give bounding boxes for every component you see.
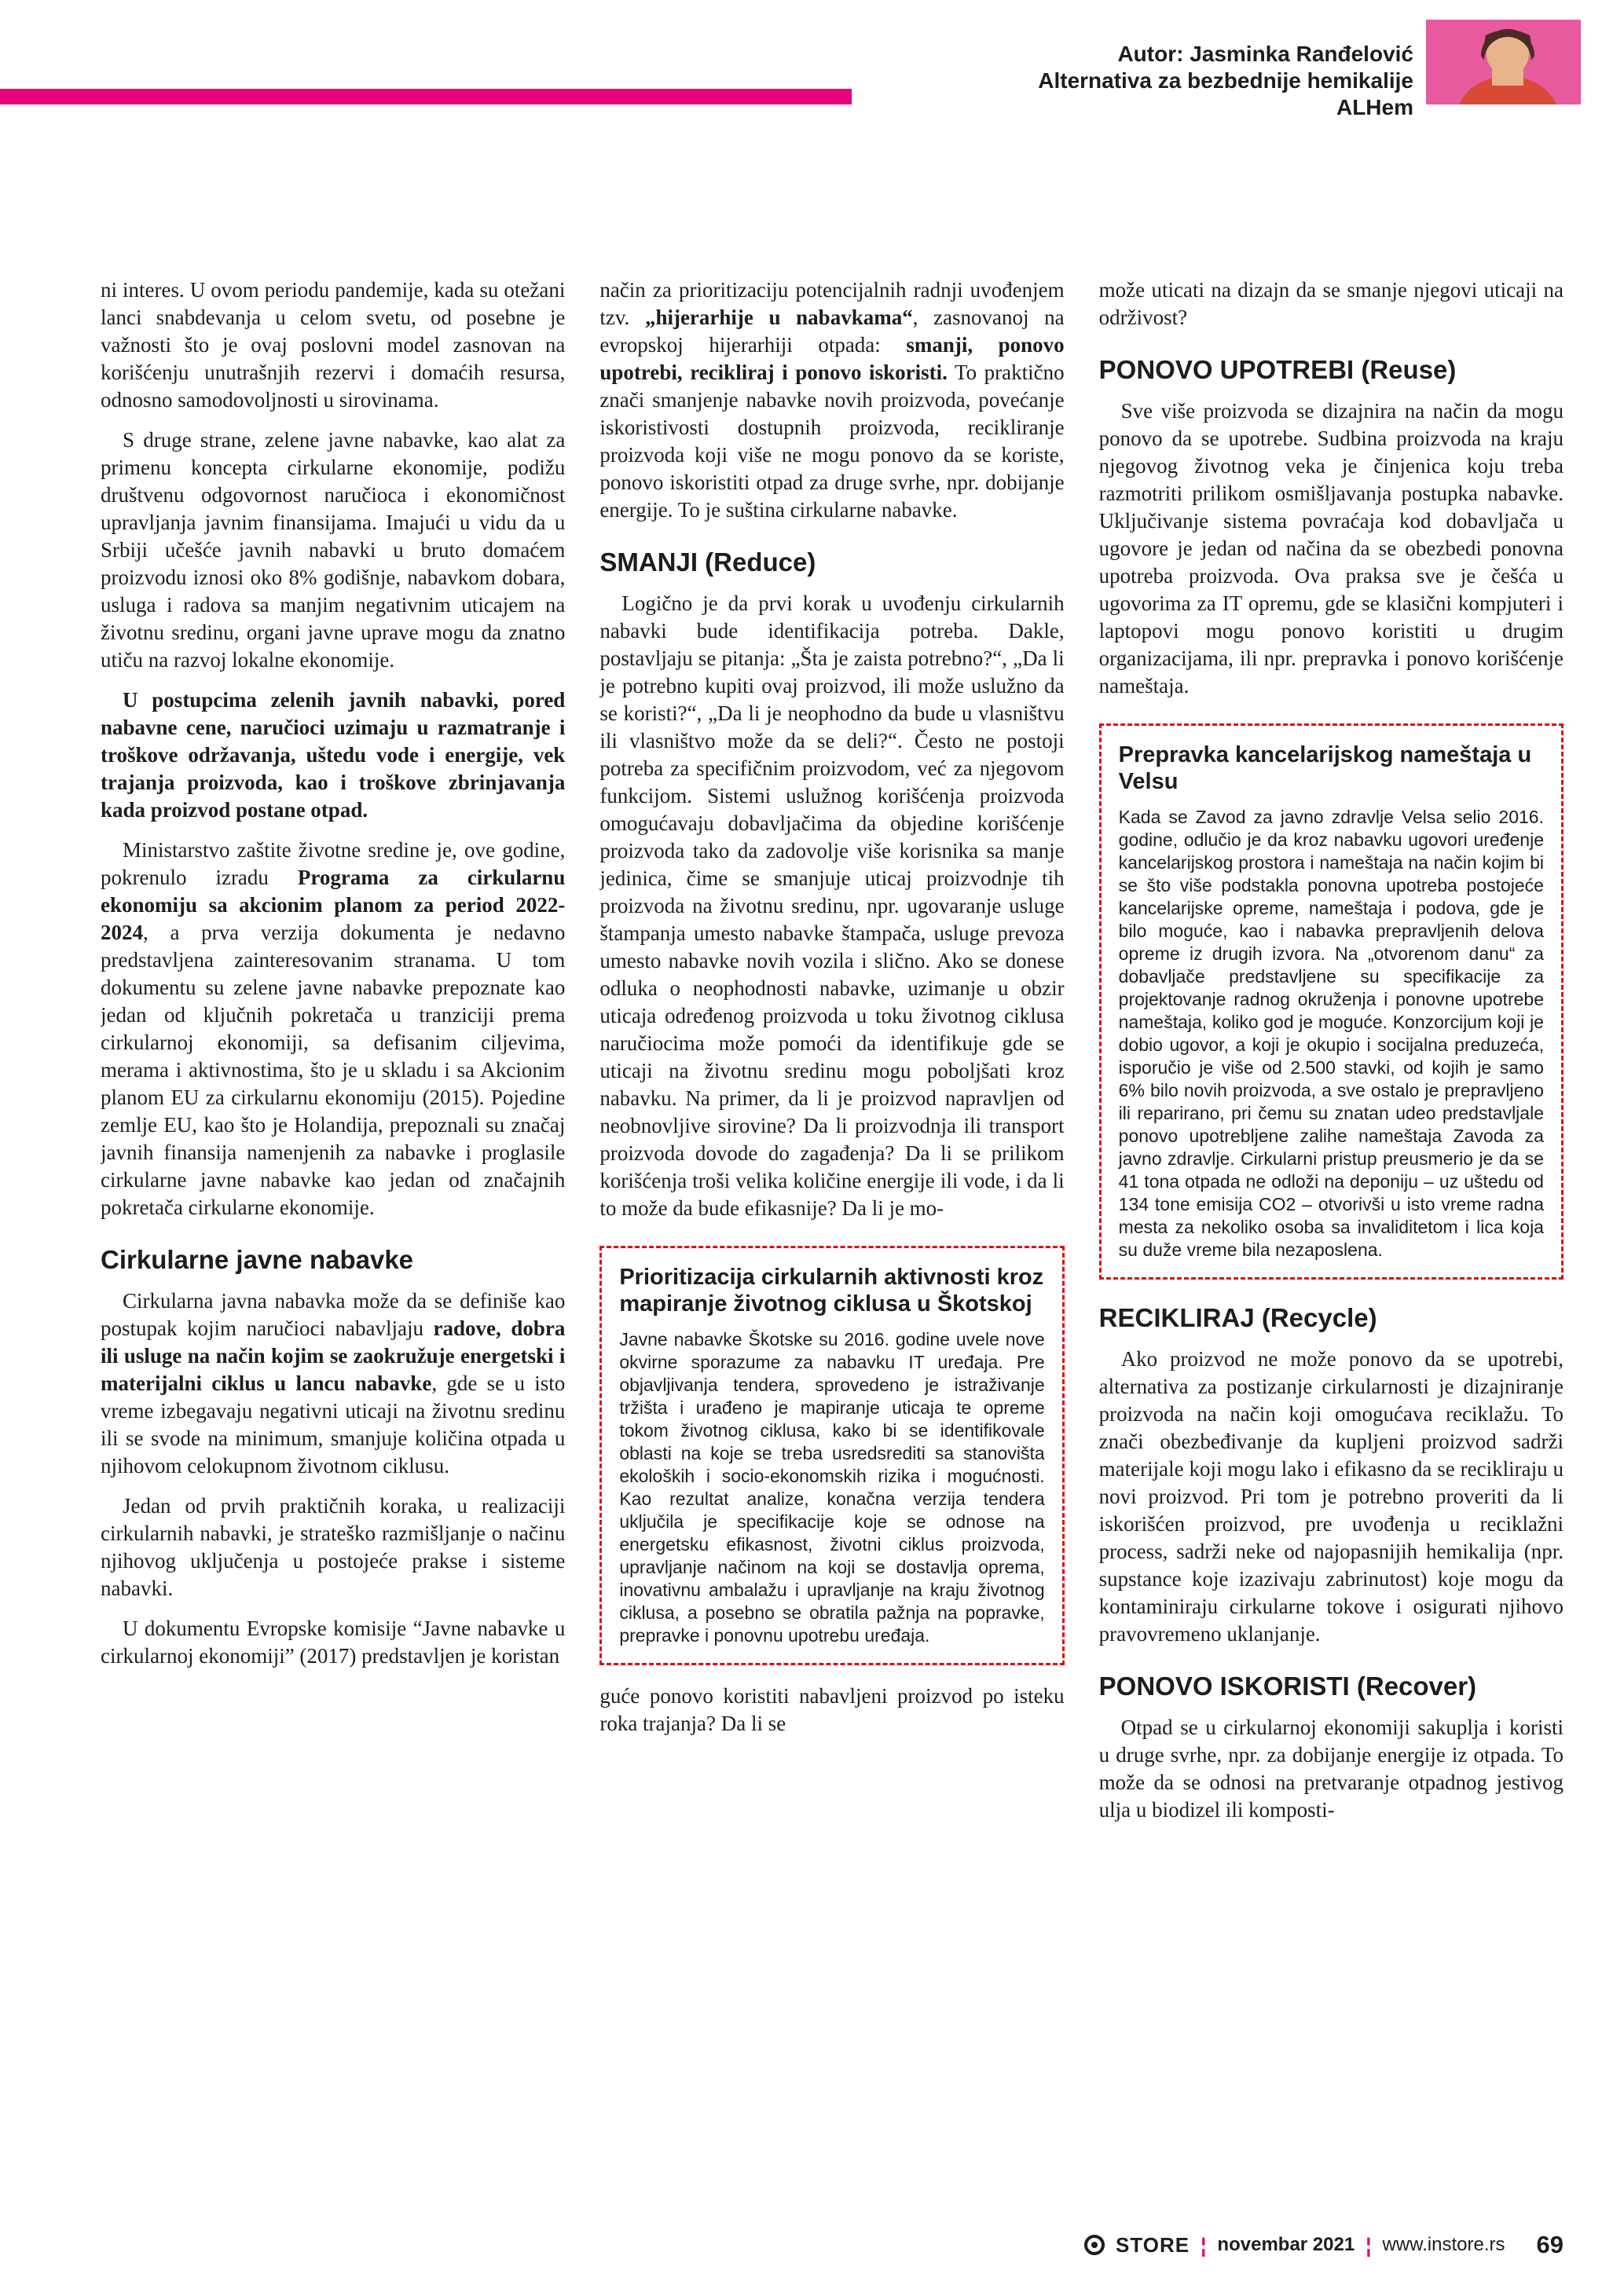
footer-issue-date: novembar 2021 xyxy=(1217,2234,1355,2255)
column-2 xyxy=(599,276,1064,2217)
paragraph xyxy=(1099,1346,1564,1648)
author-photo xyxy=(1426,20,1581,104)
section-heading-smanji: SMANJI (Reduce) xyxy=(599,547,816,577)
paragraph xyxy=(101,687,565,824)
paragraph xyxy=(101,276,565,414)
magenta-strip xyxy=(0,89,852,104)
callout-title: Prioritizacija cirkularnih aktivnosti kroz mapiranje životnog ciklusa u Škotskoj xyxy=(619,1265,1044,1316)
paragraph xyxy=(101,1615,565,1670)
text-run: Cirkularna javna nabavka može da se definiše kao postupak kojim naručioci nabavljaju xyxy=(101,1289,566,1340)
text-run: U dokumentu Evropske komisije “Javne nabavke u cirkularnoj ekonomiji” (2017) predstavljen je koristan xyxy=(101,1617,566,1668)
bold-text-run: U postupcima zelenih javnih nabavki, pored nabavne cene, naručioci uzimaju u razmatranje i troškove održavanja, uštedu vode i energije, vek trajanja proizvoda, kao i troškove zbrinjavanja kada proizvod postane otpad. xyxy=(101,688,566,822)
author-organization: Alternativa za bezbednije hemikalije xyxy=(1038,68,1413,93)
paragraph xyxy=(101,427,565,674)
section-heading-recikliraj: RECIKLIRAJ (Recycle) xyxy=(1098,1303,1377,1332)
text-run: Logično je da prvi korak u uvođenju cirkularnih nabavki bude identifikacija potreba. Dakle, postavljaju se pitanja: „Šta je zaista potrebno?“, „Da li je potrebno kupiti ovaj proizvod, ili može uslužno da se koristi?“, „Da li je neophodno da bude u vlasništvu ili vlasništvo može da se deli?“. Često ne postoji potreba za specifičnim proizvodom, već za njegovom funkcijom. Sistemi uslužnog korišćenja proizvoda omogućavaju dobavljačima da objedine korišćenje proizvoda tako da zadovolje više korisnika sa manje jedinica, čime se smanjuje uticaj proizvodnje tih proizvoda na životnu sredinu, npr. ugovaranje usluge štampanja umesto nabavke štampača, usluge prevoza umesto nabavke novih vozila i slično. Ako se donese odluka o neophodnosti nabavke, uzimanje u obzir uticaja određenog proizvoda u toku životnog ciklusa naručiocima može pomoći da identifikuje gde se uticaji na životnu sredinu mogu poboljšati kroz nabavku. Na primer, da li je proizvod napravljen od neobnovljive sirovine? Da li proizvodnja ili transport proizvoda dovode do zagađenja? Da li se prilikom korišćenja troši velika količine energije ili vode, i da li to može da bude efikasnije? Da li je mo- xyxy=(599,591,1065,1220)
paragraph xyxy=(101,1287,565,1480)
callout-body: Kada se Zavod za javno zdravlje Velsa selio 2016. godine, odlučio je da kroz nabavku ugovori uređenje kancelarijskog prostora i nameštaja na način kojim bi se što više podstakla ponovna upotreba postojeće kancelarijske opreme, nameštaja i podova, gde je bilo moguće, kao i nabavka prepravljenih delova opreme iz drugih izvora. Na „otvorenom danu“ za dobavljače predstavljene su specifikacije za projektovanje radnog okruženja i ponovne upotrebe nameštaja, koliko god je moguće. Konzorcijum koji je dobio ugovor, a koji je okupio i socijalna preduzeća, isporučio je više od 2.500 stavki, od kojih je samo 6% bilo novih proizvoda, a sve ostalo je prepravljeno ili reparirano, pri čemu su znatan udeo predstavljale ponovo upotrebljene zalihe nameštaja Zavoda za javno zdravlje. Cirkularni pristup preusmerio je da se 41 tona otpada ne odloži na deponiju – uz uštedu od 134 tone emisija CO2 – otvorivši u isto vreme radna mesta za nekoliko osoba sa invaliditetom i lica koja su duže vreme bila nezaposlena. xyxy=(1118,807,1544,1260)
bold-text-run: smanji, ponovo upotrebi, recikliraj i ponovo iskoristi. xyxy=(599,333,1065,384)
callout-skotska xyxy=(599,1246,1064,1665)
footer-separator: ¦ xyxy=(1201,2232,1207,2257)
author-block xyxy=(1038,41,1413,121)
page-footer xyxy=(101,2228,1564,2262)
text-run: Ako proizvod ne može ponovo da se upotrebi, alternativa za postizanje cirkularnosti je dizajniranje proizvoda na način koji omogućava reciklažu. To znači obezbeđivanje da kupljeni proizvod sadrži materijale koji mogu lako i efikasno da se recikliraju u novi proizvod. Pri tom je potrebno proveriti da li iskorišćen proizvod, pre uvođenja u reciklažni process, sadrži neke od najopasnijih hemikalija (npr. supstance koje izazivaju zabrinutost) koje mogu da kontaminiraju cirkularne tokove i osigurati njihovo pravovremeno uklanjanje. xyxy=(1098,1347,1564,1646)
text-run: guće ponovo koristiti nabavljeni proizvod po isteku roka trajanja? Da li se xyxy=(599,1684,1065,1735)
callout-body: Javne nabavke Škotske su 2016. godine uvele nove okvirne sporazume za nabavku IT uređaja. Pre objavljivanja tendera, sprovedeno je istraživanje tržišta i urađeno je mapiranje uticaja te opreme tokom životnog ciklusa, kako bi se identifikovale oblasti na koje se treba usredsrediti sa stanovišta ekoloških i socio-ekonomskih rizika i mogućnosti. Kao rezultat analize, konačna verzija tendera uključila je specifikacije koje se odnose na energetsku efikasnost, životni ciklus proizvoda, upravljanje načinom na koji se dostavlja oprema, inovativnu ambalažu i upravljanje na kraju životnog ciklusa, a posebno se obratila pažnja na popravke, prepravke i ponovnu upotrebu uređaja. xyxy=(619,1329,1045,1646)
paragraph xyxy=(599,1683,1064,1738)
text-run: način za prioritizaciju potencijalnih radnji uvođenjem tzv. xyxy=(599,278,1065,329)
paragraph xyxy=(1099,1714,1564,1824)
bold-text-run: „hijerarhije u nabavkama“ xyxy=(644,306,913,329)
text-run: Sve više proizvoda se dizajnira na način da mogu ponovo da se upotrebe. Sudbina proizvoda na kraju njegovog životnog veka je činjenica koju treba razmotriti prilikom osmišljavanja postupka nabavke. Uključivanje sistema povraćaja kod dobavljača u ugovore je jedan od načina da se obezbedi ponovna upotreba proizvoda. Ova praksa sve je češća u ugovorima za IT opremu, gde se klasični kompjuteri i laptopovi mogu ponovo koristiti u drugim organizacijama, ili npr. prepravka i ponovo korišćenje nameštaja. xyxy=(1098,399,1564,698)
footer-brand: STORE xyxy=(1116,2232,1190,2257)
callout-vels xyxy=(1099,723,1564,1280)
paragraph xyxy=(1099,397,1564,700)
paragraph xyxy=(1099,276,1564,331)
section-heading-cirkularne-javne-nabavke: Cirkularne javne nabavke xyxy=(101,1245,414,1274)
paragraph xyxy=(101,837,565,1221)
column-3 xyxy=(1099,276,1564,2217)
text-run: , a prva verzija dokumenta je nedavno predstavljena zainteresovanim stranama. U tom dokumentu su zelene javne nabavke prepoznate kao jedan od ključnih pokretača u tranziciji prema cirkularnoj ekonomiji, sa defisanim ciljevima, merama i aktivnostima, što je u skladu i sa Akcionim planom EU za cirkularnu ekonomiju (2015). Pojedine zemlje EU, kao što je Holandija, prepoznali su značaj javnih finansija namenjenih za nabavke i proglasile cirkularne javne nabavke kao jedan od značajnih pokretača cirkularne ekonomije. xyxy=(101,921,566,1219)
text-run: Ministarstvo zaštite životne sredine je, ove godine, pokrenulo izradu xyxy=(101,838,566,889)
text-run: , zasnovanoj na evropskoj hijerarhiji otpada: xyxy=(599,306,1065,357)
text-run: S druge strane, zelene javne nabavke, kao alat za primenu koncepta cirkularne ekonomije, podižu društvenu odgovornost naručioca i ekonomičnost upravljanja javnim finansijama. Imajući u vidu da u Srbiji učešće javnih nabavki u bruto domaćem proizvodu iznosi oko 8% godišnje, nabavkom dobara, usluga i radova sa manjim negativnim uticajem na životnu sredinu, organi javne uprave mogu da znatno utiču na razvoj lokalne ekonomije. xyxy=(101,428,566,672)
paragraph xyxy=(101,1492,565,1602)
column-1 xyxy=(101,276,565,2217)
author-organization-abbr: ALHem xyxy=(1336,95,1413,119)
text-run: , gde se u isto vreme izbegavaju negativni uticaji na životnu sredinu ili se svode na minimum, smanjuje količina otpada u njihovom celokupnom životnom ciklusu. xyxy=(101,1371,566,1478)
footer-website: www.instore.rs xyxy=(1382,2234,1505,2255)
instore-logo-icon xyxy=(1084,2235,1105,2255)
paragraph xyxy=(599,590,1064,1222)
section-heading-ponovo-upotrebi: PONOVO UPOTREBI (Reuse) xyxy=(1098,355,1457,384)
author-name: Autor: Jasminka Ranđelović xyxy=(1117,42,1413,66)
footer-separator: ¦ xyxy=(1366,2232,1372,2257)
text-run: može uticati na dizajn da se smanje njegovi uticaji na održivost? xyxy=(1098,278,1564,329)
text-run: Jedan od prvih praktičnih koraka, u realizaciji cirkularnih nabavki, je strateško razmišljanje o načinu njihovog uključenja u postojeće prakse i sisteme nabavki. xyxy=(101,1494,566,1600)
callout-title: Prepravka kancelarijskog nameštaja u Velsu xyxy=(1118,742,1532,794)
text-run: To praktično znači smanjenje nabavke novih proizvoda, povećanje iskoristivosti dostupnih proizvoda, recikliranje proizvoda koji više ne mogu ponovo da se koriste, ponovo iskoristiti otpad za druge svrhe, npr. dobijanje energije. To je suština cirkularne nabavke. xyxy=(599,361,1065,522)
bold-text-run: Programa za cirkularnu ekonomiju sa akcionim planom za period 2022-2024 xyxy=(101,866,566,944)
paragraph xyxy=(599,276,1064,524)
article-columns xyxy=(101,276,1564,2217)
text-run: Otpad se u cirkularnoj ekonomiji sakuplja i koristi u druge svrhe, npr. za dobijanje energije iz otpada. To može da se odnosi na pretvaranje otpadnog jestivog ulja u biodizel ili komposti- xyxy=(1098,1716,1564,1822)
bold-text-run: radove, dobra ili usluge na način kojim se zaokružuje energetski i materijalni ciklus u lancu nabavke xyxy=(101,1316,566,1395)
page-number: 69 xyxy=(1536,2231,1564,2258)
author-photo-illustration xyxy=(1426,20,1581,104)
text-run: ni interes. U ovom periodu pandemije, kada su otežani lanci snabdevanja u celom svetu, od posebne je važnosti što je ovaj poslovni model zasnovan na korišćenju unutrašnjih rezervi i domaćih resursa, odnosno samodovoljnosti u sirovinama. xyxy=(101,278,566,412)
section-heading-ponovo-iskoristi: PONOVO ISKORISTI (Recover) xyxy=(1098,1672,1477,1701)
